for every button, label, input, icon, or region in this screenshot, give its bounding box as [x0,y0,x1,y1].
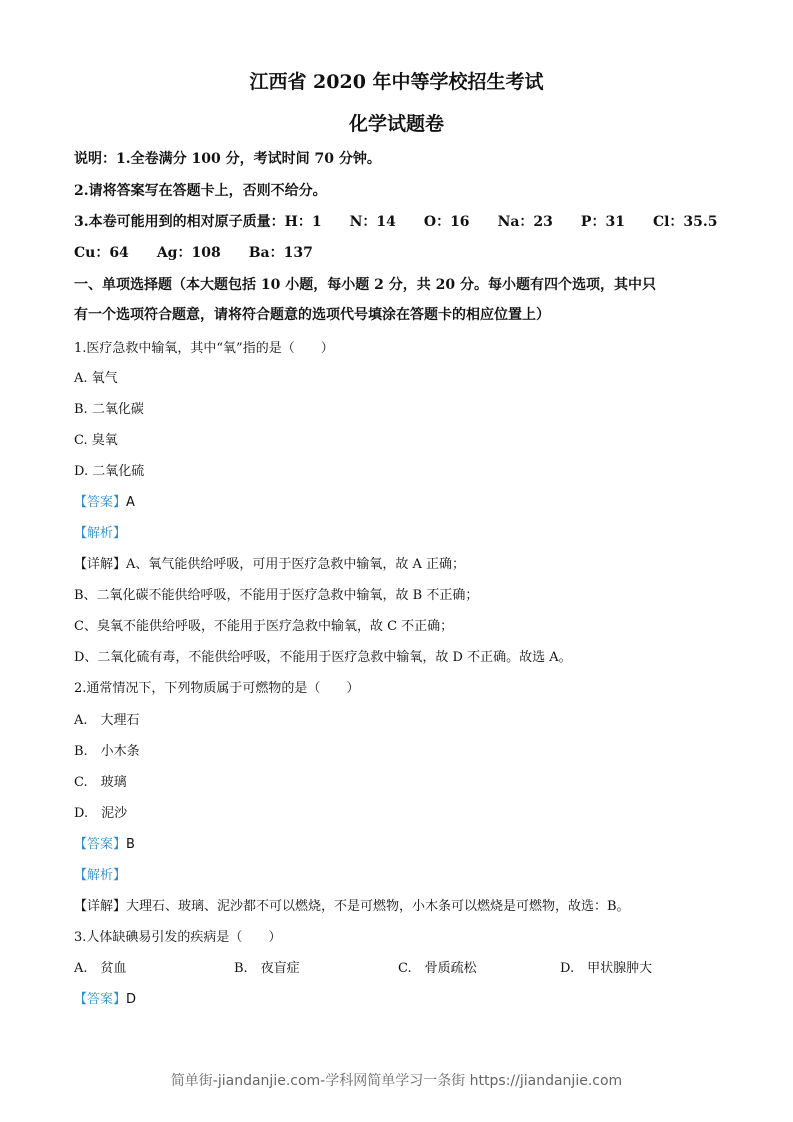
q1-detail-2: B、二氧化碳不能供给呼吸，不能用于医疗急救中输氧，故 B 不正确； [74,588,479,603]
answer-tag: 【答案】 [74,992,127,1007]
q2-option-c: C. 玻璃 [74,775,127,790]
atomic-mass-cl: Cl：35.5 [652,214,718,230]
q1-stem: 1.医疗急救中输氧，其中“氧”指的是（ ） [74,341,334,356]
q1-option-d: D. 二氧化硫 [74,464,145,479]
answer-tag: 【答案】 [74,837,127,852]
instruction-line-1: 说明：1.全卷满分 100 分，考试时间 70 分钟。 [74,151,381,167]
q1-answer-value: A [126,495,135,510]
atomic-mass-o: O：16 [423,214,470,230]
section-heading-line-2: 有一个选项符合题意，请将符合题意的选项代号填涂在答题卡的相应位置上） [74,307,550,323]
q1-detail-1: 【详解】A、氧气能供给呼吸，可用于医疗急救中输氧，故 A 正确； [74,557,466,572]
analysis-tag: 【解析】 [74,526,127,541]
q3-answer [74,991,136,1009]
q1-option-c: C. 臭氧 [74,433,118,448]
q2-option-d: D. 泥沙 [74,806,128,821]
q1-answer [74,494,135,512]
q3-option-b: B. 夜盲症 [234,961,300,976]
q3-option-d: D. 甲状腺肿大 [560,961,653,976]
section-heading-line-1: 一、单项选择题（本大题包括 10 小题，每小题 2 分，共 20 分。每小题有四个选项，其中只 [74,277,656,293]
q2-option-a: A. 大理石 [74,713,140,728]
q3-option-a: A. 贫血 [74,961,127,976]
q3-option-c: C. 骨质疏松 [398,961,477,976]
q1-detail-3: C、臭氧不能供给呼吸，不能用于医疗急救中输氧，故 C 不正确； [74,619,454,634]
atomic-mass-na: Na：23 [497,214,553,230]
atomic-mass-p: P：31 [580,214,625,230]
q2-detail: 【详解】大理石、玻璃、泥沙都不可以燃烧，不是可燃物，小木条可以燃烧是可燃物，故选：B。 [74,899,630,914]
atomic-mass-label: 3.本卷可能用到的相对原子质量： [74,214,285,230]
analysis-tag: 【解析】 [74,868,127,883]
atomic-mass-ba: Ba：137 [248,245,313,261]
q1-option-b: B. 二氧化碳 [74,402,144,417]
answer-tag: 【答案】 [74,495,127,510]
q1-analysis [74,525,126,543]
atomic-mass-h: H：1 [284,214,322,230]
q3-stem: 3.人体缺碘易引发的疾病是（ ） [74,930,282,945]
q2-option-b: B. 小木条 [74,744,140,759]
atomic-mass-cu: Cu：64 [74,245,129,261]
atomic-mass-ag: Ag：108 [156,245,221,261]
q2-answer [74,836,135,854]
atomic-mass-n: N：14 [349,214,396,230]
q2-stem: 2.通常情况下，下列物质属于可燃物的是（ ） [74,681,360,696]
q1-option-a: A. 氧气 [74,371,118,386]
instruction-line-4 [74,244,313,262]
q2-analysis [74,867,126,885]
exam-title: 江西省 2020 年中等学校招生考试 [249,71,544,93]
q2-answer-value: B [126,837,135,852]
instruction-line-3 [74,213,718,231]
exam-subtitle: 化学试题卷 [348,113,444,135]
q1-detail-4: D、二氧化硫有毒，不能供给呼吸，不能用于医疗急救中输氧，故 D 不正确。故选 A。 [74,650,572,665]
q3-answer-value: D [126,992,137,1007]
page-footer-watermark: 简单街-jiandanjie.com-学科网简单学习一条街 https://jiandanjie.com [170,1073,623,1089]
instruction-line-2: 2.请将答案写在答题卡上，否则不给分。 [74,183,327,199]
